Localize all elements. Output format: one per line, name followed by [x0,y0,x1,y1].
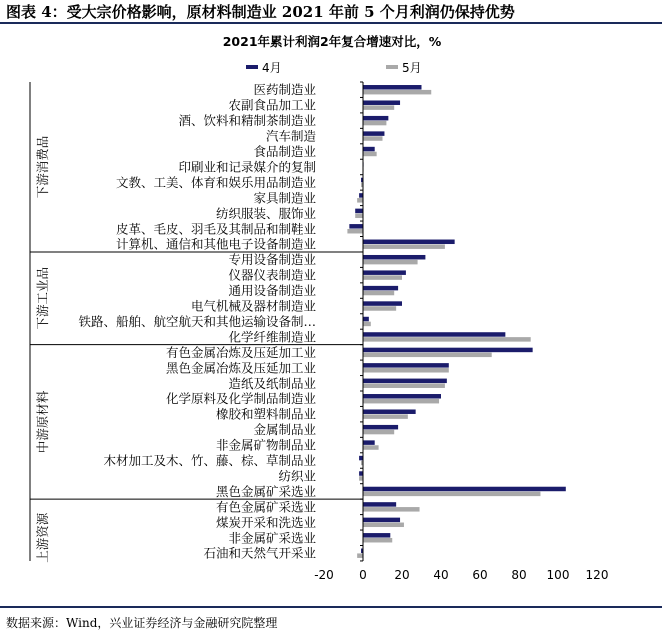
category-label: 非金属矿采选业 [228,530,316,546]
category-label: 金属制品业 [253,422,316,438]
bar-apr [363,270,406,275]
bar-may [363,492,540,497]
bar-may [363,105,394,110]
category-label: 专用设备制造业 [228,252,316,268]
legend-swatch-4 [246,65,258,69]
bar-may [359,476,363,481]
bar-apr [363,394,441,399]
bar-apr [363,100,400,105]
bar-apr [363,487,566,492]
bar-may [363,306,396,311]
bar-apr [363,85,422,90]
category-label: 文教、工美、体育和娱乐用品制造业 [115,174,316,190]
bar-apr [359,193,363,198]
bar-may [363,152,377,157]
bar-may [363,445,379,450]
legend [246,61,422,75]
legend-swatch-5 [386,65,398,69]
bar-may [363,337,531,342]
group-label: 下游工业品 [35,267,50,330]
bar-apr [363,286,398,291]
bar-may [363,244,445,249]
x-tick-label: 60 [472,567,488,582]
bar-may [363,322,371,327]
category-label: 黑色金属矿采选业 [215,483,316,499]
plot-area [30,82,608,582]
x-tick-label: 0 [359,567,367,582]
category-label: 仪器仪表制造业 [228,267,316,283]
bar-may [363,275,402,280]
x-tick-label: 100 [546,567,570,582]
bar-apr [359,471,363,476]
bar-may [355,214,363,219]
bar-may [363,507,420,512]
bar-apr [363,301,402,306]
bar-apr [359,456,363,461]
bar-apr [363,332,505,337]
category-label: 造纸及纸制品业 [228,375,316,391]
bar-apr [363,533,390,538]
x-tick-label: 120 [585,567,609,582]
category-label: 酒、饮料和精制茶制造业 [178,113,316,129]
bar-may [357,198,363,203]
bar-may [357,553,363,558]
category-label: 皮革、毛皮、羽毛及其制品和制鞋业 [115,221,316,237]
group-label: 下游消费品 [35,135,50,199]
bar-may [363,121,386,126]
bar-may [363,414,408,419]
category-label: 木材加工及木、竹、藤、棕、草制品业 [103,453,316,469]
category-label: 电气机械及器材制造业 [190,298,316,314]
bar-apr [363,255,425,260]
category-label: 汽车制造 [265,128,316,144]
bar-apr [363,379,447,384]
group-label: 上游资源 [35,512,50,563]
header-bar [0,0,662,24]
bar-may [363,368,449,373]
category-label: 石油和天然气开采业 [203,545,316,561]
category-label: 计算机、通信和其他电子设备制造业 [115,236,316,252]
bar-chart [0,24,662,606]
page-title: 图表 4：受大宗价格影响，原材料制造业 2021 年前 5 个月利润仍保持优势 [6,3,515,21]
x-tick-label: 40 [433,567,449,582]
category-label: 化学原料及化学制品制造业 [165,391,316,407]
category-label: 印刷业和记录媒介的复制 [178,159,316,175]
category-label: 黑色金属冶炼及压延加工业 [165,360,316,376]
x-tick-label: 80 [511,567,527,582]
bar-apr [363,147,375,152]
bar-apr [363,348,533,353]
bar-apr [363,116,388,121]
bar-may [363,291,394,296]
group-label: 中游原材料 [35,390,50,454]
legend-label-4: 4月 [262,61,282,75]
category-label: 医药制造业 [253,82,316,98]
bar-may [363,90,431,95]
bar-may [363,353,492,358]
source-note: 数据来源：Wind，兴业证券经济与金融研究院整理 [6,616,278,630]
bar-apr [363,363,449,368]
bar-apr [363,409,416,414]
bar-apr [355,209,363,214]
bar-may [363,383,445,388]
bar-may [363,399,439,404]
bar-may [363,538,392,543]
category-label: 家具制造业 [253,190,316,206]
legend-label-5: 5月 [402,61,422,75]
bar-apr [363,440,375,445]
category-label: 通用设备制造业 [228,283,316,299]
category-label: 纺织服装、服饰业 [215,205,316,221]
bar-may [347,229,363,234]
category-label: 纺织业 [278,468,316,484]
bar-may [363,136,383,141]
bar-apr [363,317,369,322]
category-label: 化学纤维制造业 [228,329,316,345]
bar-apr [363,502,396,507]
category-label: 煤炭开采和洗选业 [215,514,316,530]
bar-may [363,523,404,528]
bar-apr [363,425,398,430]
bar-apr [363,131,384,136]
category-label: 有色金属冶炼及压延加工业 [165,344,316,360]
category-label: 橡胶和塑料制品业 [215,406,316,422]
category-label: 农副食品加工业 [228,97,316,113]
bar-apr [363,518,400,523]
footer-bar [0,606,662,635]
bar-apr [363,240,455,245]
bar-may [363,430,394,435]
bar-may [363,260,418,265]
category-label: 食品制造业 [253,144,316,160]
category-label: 铁路、船舶、航空航天和其他运输设备制… [78,313,316,329]
x-tick-label: 20 [394,567,410,582]
chart-title: 2021年累计利润2年复合增速对比，% [222,34,442,49]
category-label: 有色金属矿采选业 [215,499,316,515]
x-tick-label: -20 [314,567,334,582]
category-label: 非金属矿物制品业 [215,437,316,453]
bar-apr [349,224,363,229]
